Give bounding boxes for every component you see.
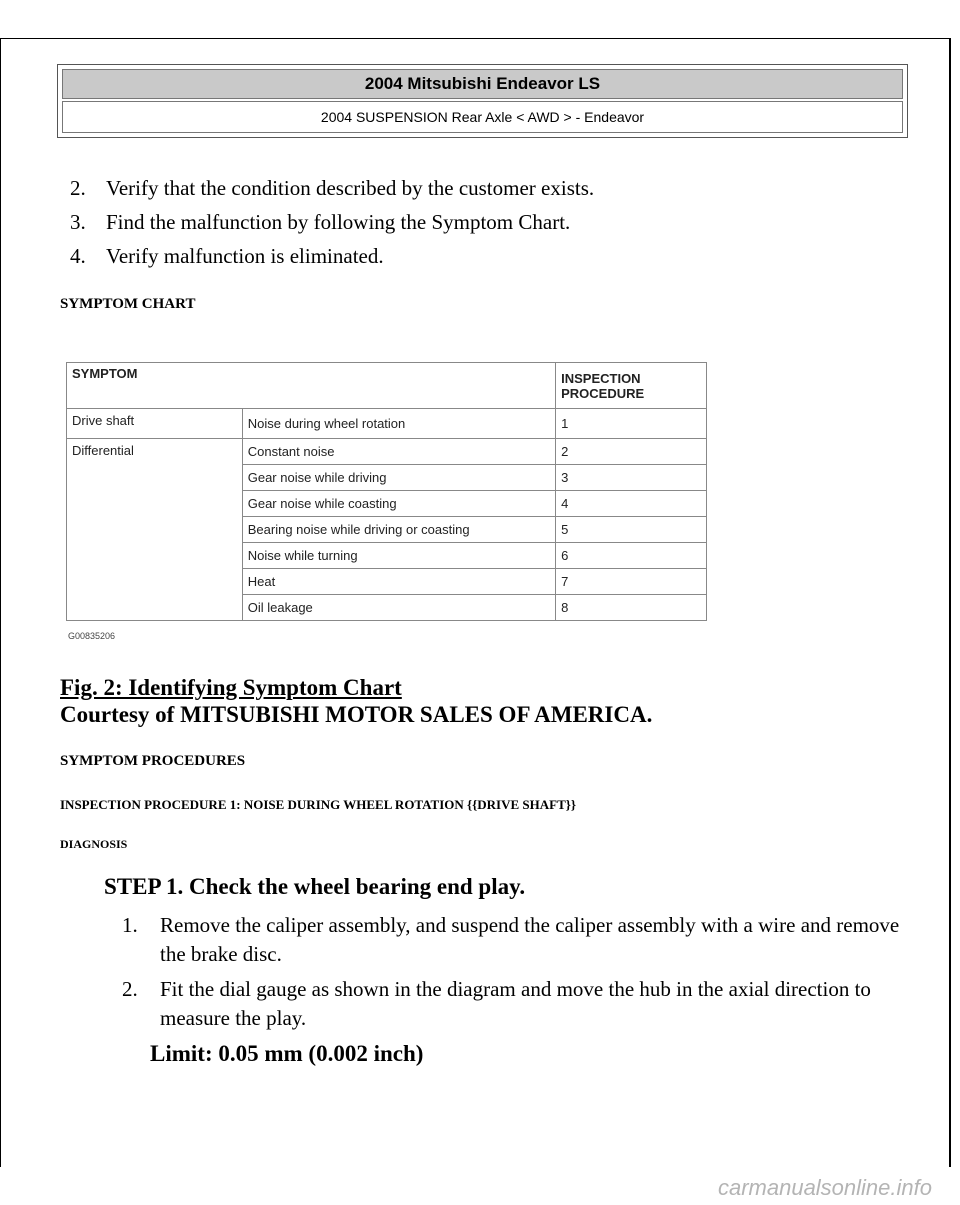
- symptom-cell: Oil leakage: [242, 595, 555, 621]
- header-title: 2004 Mitsubishi Endeavor LS: [62, 69, 903, 99]
- symptom-cell: Gear noise while coasting: [242, 491, 555, 517]
- table-header-row: [67, 363, 707, 409]
- figure-courtesy: Courtesy of MITSUBISHI MOTOR SALES OF AMERICA.: [60, 702, 653, 727]
- symptom-cell: Gear noise while driving: [242, 465, 555, 491]
- category-cell: Differential: [67, 439, 243, 621]
- symptom-cell: Constant noise: [242, 439, 555, 465]
- symptom-chart-heading: SYMPTOM CHART: [60, 296, 196, 312]
- procedure-cell: 8: [556, 595, 707, 621]
- step-instructions: [122, 911, 902, 1039]
- procedure-cell: 5: [556, 517, 707, 543]
- inspection-procedure-heading: INSPECTION PROCEDURE 1: NOISE DURING WHEEL ROTATION {{DRIVE SHAFT}}: [60, 797, 577, 812]
- symptom-procedures-heading: SYMPTOM PROCEDURES: [60, 753, 246, 769]
- list-item: 1. Remove the caliper assembly, and suspend the caliper assembly with a wire and remove the brake disc.: [122, 913, 900, 966]
- symptom-cell: Noise during wheel rotation: [242, 409, 555, 439]
- procedure-cell: 1: [556, 409, 707, 439]
- limit-spec: Limit: 0.05 mm (0.002 inch): [150, 1041, 424, 1066]
- procedure-cell: 4: [556, 491, 707, 517]
- procedure-cell: 3: [556, 465, 707, 491]
- symptom-cell: Noise while turning: [242, 543, 555, 569]
- watermark: carmanualsonline.info: [717, 1175, 932, 1200]
- list-item: 3. Find the malfunction by following the Symptom Chart.: [70, 210, 571, 234]
- procedure-cell: 7: [556, 569, 707, 595]
- figure-title: Fig. 2: Identifying Symptom Chart: [60, 675, 402, 700]
- symptom-cell: Heat: [242, 569, 555, 595]
- header-procedure: INSPECTION PROCEDURE: [556, 363, 707, 409]
- list-item: 2. Verify that the condition described by the customer exists.: [70, 176, 595, 200]
- figure-code: G00835206: [68, 631, 116, 641]
- header-subtitle: 2004 SUSPENSION Rear Axle < AWD > - Endeavor: [62, 101, 903, 133]
- verification-steps: [70, 174, 594, 276]
- category-cell: Drive shaft: [67, 409, 243, 439]
- symptom-chart-figure: [66, 362, 707, 627]
- list-item: 4. Verify malfunction is eliminated.: [70, 244, 384, 268]
- step-heading: STEP 1. Check the wheel bearing end play.: [104, 874, 526, 899]
- diagnosis-heading: DIAGNOSIS: [60, 837, 128, 851]
- symptom-cell: Bearing noise while driving or coasting: [242, 517, 555, 543]
- figure-caption: [60, 674, 652, 728]
- header-symptom: SYMPTOM: [67, 363, 556, 409]
- list-item: 2. Fit the dial gauge as shown in the diagram and move the hub in the axial direction to measure the play.: [122, 977, 871, 1030]
- table-row: [67, 439, 707, 465]
- table-row: [67, 409, 707, 439]
- procedure-cell: 6: [556, 543, 707, 569]
- procedure-cell: 2: [556, 439, 707, 465]
- document-header: [57, 64, 908, 138]
- symptom-table: [66, 362, 707, 621]
